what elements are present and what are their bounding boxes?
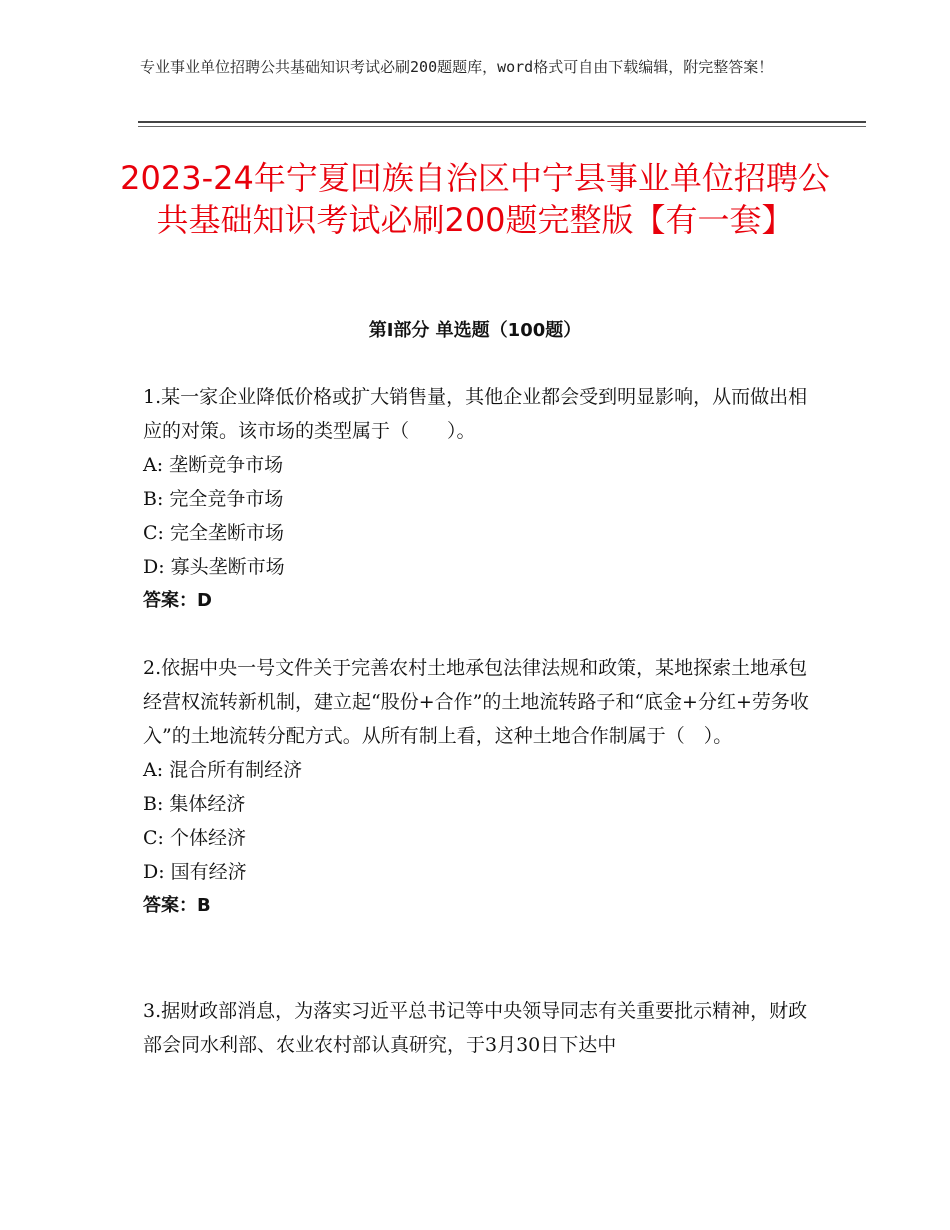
- option-c: C: 个体经济: [143, 827, 246, 849]
- question-stem: 2.依据中央一号文件关于完善农村土地承包法律法规和政策，某地探索土地承包经营权流转新机制，建立起“股份+合作”的土地流转路子和“底金+分红+劳务收入”的土地流转分配方式。从所有制上看，这种土地合作制属于（ ）。: [143, 657, 809, 747]
- question-3: [143, 994, 813, 1062]
- answer: 答案：B: [143, 895, 211, 916]
- option-b: B: 集体经济: [143, 793, 246, 815]
- option-a: A: 混合所有制经济: [143, 759, 303, 781]
- section-heading: 第Ⅰ部分 单选题（100题）: [368, 320, 582, 341]
- question-stem: 1.某一家企业降低价格或扩大销售量，其他企业都会受到明显影响，从而做出相应的对策。该市场的类型属于（ ）。: [143, 386, 808, 442]
- document-title: 2023-24年宁夏回族自治区中宁县事业单位招聘公共基础知识考试必刷200题完整版【有一套】: [120, 159, 830, 239]
- option-c: C: 完全垄断市场: [143, 522, 284, 544]
- option-a: A: 垄断竞争市场: [143, 454, 284, 476]
- answer: 答案：D: [143, 590, 212, 611]
- header-rule-thick: [138, 121, 866, 123]
- question-2: [143, 651, 813, 923]
- header-rule-thin: [138, 126, 866, 127]
- question-1: [143, 380, 813, 618]
- option-b: B: 完全竞争市场: [143, 488, 284, 510]
- option-d: D: 寡头垄断市场: [143, 556, 285, 578]
- header-note: 专业事业单位招聘公共基础知识考试必刷200题题库，word格式可自由下载编辑，附完整答案！: [140, 58, 774, 76]
- option-d: D: 国有经济: [143, 861, 247, 883]
- question-stem: 3.据财政部消息，为落实习近平总书记等中央领导同志有关重要批示精神，财政部会同水利部、农业农村部认真研究，于3月30日下达中: [143, 1000, 808, 1056]
